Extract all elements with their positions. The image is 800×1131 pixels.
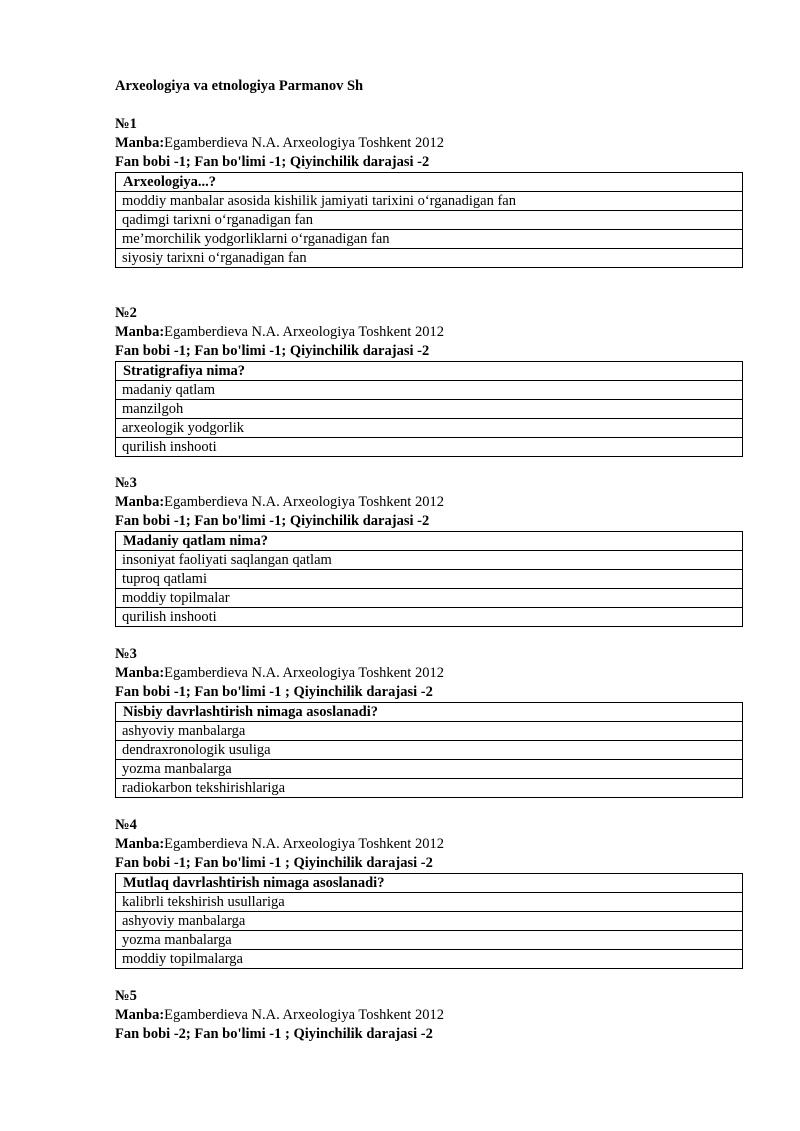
- answer-option: yozma manbalarga: [116, 931, 743, 950]
- question-block: [115, 474, 743, 627]
- answer-option: qurilish inshooti: [116, 608, 743, 627]
- source-line: [115, 323, 743, 342]
- answer-option: ashyoviy manbalarga: [116, 722, 743, 741]
- question-table: [115, 361, 743, 457]
- question-block: [115, 816, 743, 969]
- source-line: [115, 835, 743, 854]
- meta-line: Fan bobi -1; Fan bo'limi -1 ; Qiyinchilik darajasi -2: [115, 684, 433, 700]
- source-line: [115, 493, 743, 512]
- answer-option: dendraxronologik usuliga: [116, 741, 743, 760]
- answer-option: moddiy topilmalarga: [116, 950, 743, 969]
- source-label: Manba:: [115, 494, 165, 510]
- meta-line: Fan bobi -1; Fan bo'limi -1; Qiyinchilik darajasi -2: [115, 343, 430, 359]
- answer-option: moddiy topilmalar: [116, 589, 743, 608]
- question-block: [115, 304, 743, 457]
- source-label: Manba:: [115, 665, 165, 681]
- question-number: №3: [115, 646, 137, 662]
- meta-line: Fan bobi -2; Fan bo'limi -1 ; Qiyinchilik darajasi -2: [115, 1026, 433, 1042]
- question-text: Mutlaq davrlashtirish nimaga asoslanadi?: [116, 874, 743, 893]
- answer-option: qadimgi tarixni o‘rganadigan fan: [116, 211, 743, 230]
- source-text: Egamberdieva N.A. Arxeologiya Toshkent 2012: [164, 1007, 444, 1023]
- question-block: [115, 115, 743, 268]
- answer-option: tuproq qatlami: [116, 570, 743, 589]
- source-line: [115, 1006, 743, 1025]
- source-label: Manba:: [115, 135, 165, 151]
- question-table: [115, 873, 743, 969]
- source-text: Egamberdieva N.A. Arxeologiya Toshkent 2012: [164, 135, 444, 151]
- answer-option: siyosiy tarixni o‘rganadigan fan: [116, 249, 743, 268]
- question-table: [115, 702, 743, 798]
- source-line: [115, 134, 743, 153]
- question-text: Madaniy qatlam nima?: [116, 532, 743, 551]
- answer-option: me’morchilik yodgorliklarni o‘rganadigan fan: [116, 230, 743, 249]
- question-block: [115, 987, 743, 1044]
- meta-line: Fan bobi -1; Fan bo'limi -1; Qiyinchilik darajasi -2: [115, 154, 430, 170]
- question-number: №3: [115, 475, 137, 491]
- answer-option: kalibrli tekshirish usullariga: [116, 893, 743, 912]
- question-number: №4: [115, 817, 137, 833]
- source-label: Manba:: [115, 1007, 165, 1023]
- answer-option: radiokarbon tekshirishlariga: [116, 779, 743, 798]
- answer-option: ashyoviy manbalarga: [116, 912, 743, 931]
- source-text: Egamberdieva N.A. Arxeologiya Toshkent 2012: [164, 324, 444, 340]
- answer-option: arxeologik yodgorlik: [116, 419, 743, 438]
- answer-option: insoniyat faoliyati saqlangan qatlam: [116, 551, 743, 570]
- answer-option: qurilish inshooti: [116, 438, 743, 457]
- question-text: Nisbiy davrlashtirish nimaga asoslanadi?: [116, 703, 743, 722]
- answer-option: madaniy qatlam: [116, 381, 743, 400]
- source-line: [115, 664, 743, 683]
- meta-line: Fan bobi -1; Fan bo'limi -1; Qiyinchilik darajasi -2: [115, 513, 430, 529]
- source-text: Egamberdieva N.A. Arxeologiya Toshkent 2012: [164, 836, 444, 852]
- source-label: Manba:: [115, 324, 165, 340]
- question-table: [115, 531, 743, 627]
- document-title: Arxeologiya va etnologiya Parmanov Sh: [115, 78, 364, 94]
- meta-line: Fan bobi -1; Fan bo'limi -1 ; Qiyinchilik darajasi -2: [115, 855, 433, 871]
- question-number: №2: [115, 305, 137, 321]
- question-number: №5: [115, 988, 137, 1004]
- question-text: Arxeologiya...?: [116, 173, 743, 192]
- question-block: [115, 645, 743, 798]
- question-text: Stratigrafiya nima?: [116, 362, 743, 381]
- question-table: [115, 172, 743, 268]
- answer-option: moddiy manbalar asosida kishilik jamiyati tarixini o‘rganadigan fan: [116, 192, 743, 211]
- answer-option: manzilgoh: [116, 400, 743, 419]
- source-text: Egamberdieva N.A. Arxeologiya Toshkent 2012: [164, 494, 444, 510]
- source-text: Egamberdieva N.A. Arxeologiya Toshkent 2012: [164, 665, 444, 681]
- answer-option: yozma manbalarga: [116, 760, 743, 779]
- question-number: №1: [115, 116, 137, 132]
- source-label: Manba:: [115, 836, 165, 852]
